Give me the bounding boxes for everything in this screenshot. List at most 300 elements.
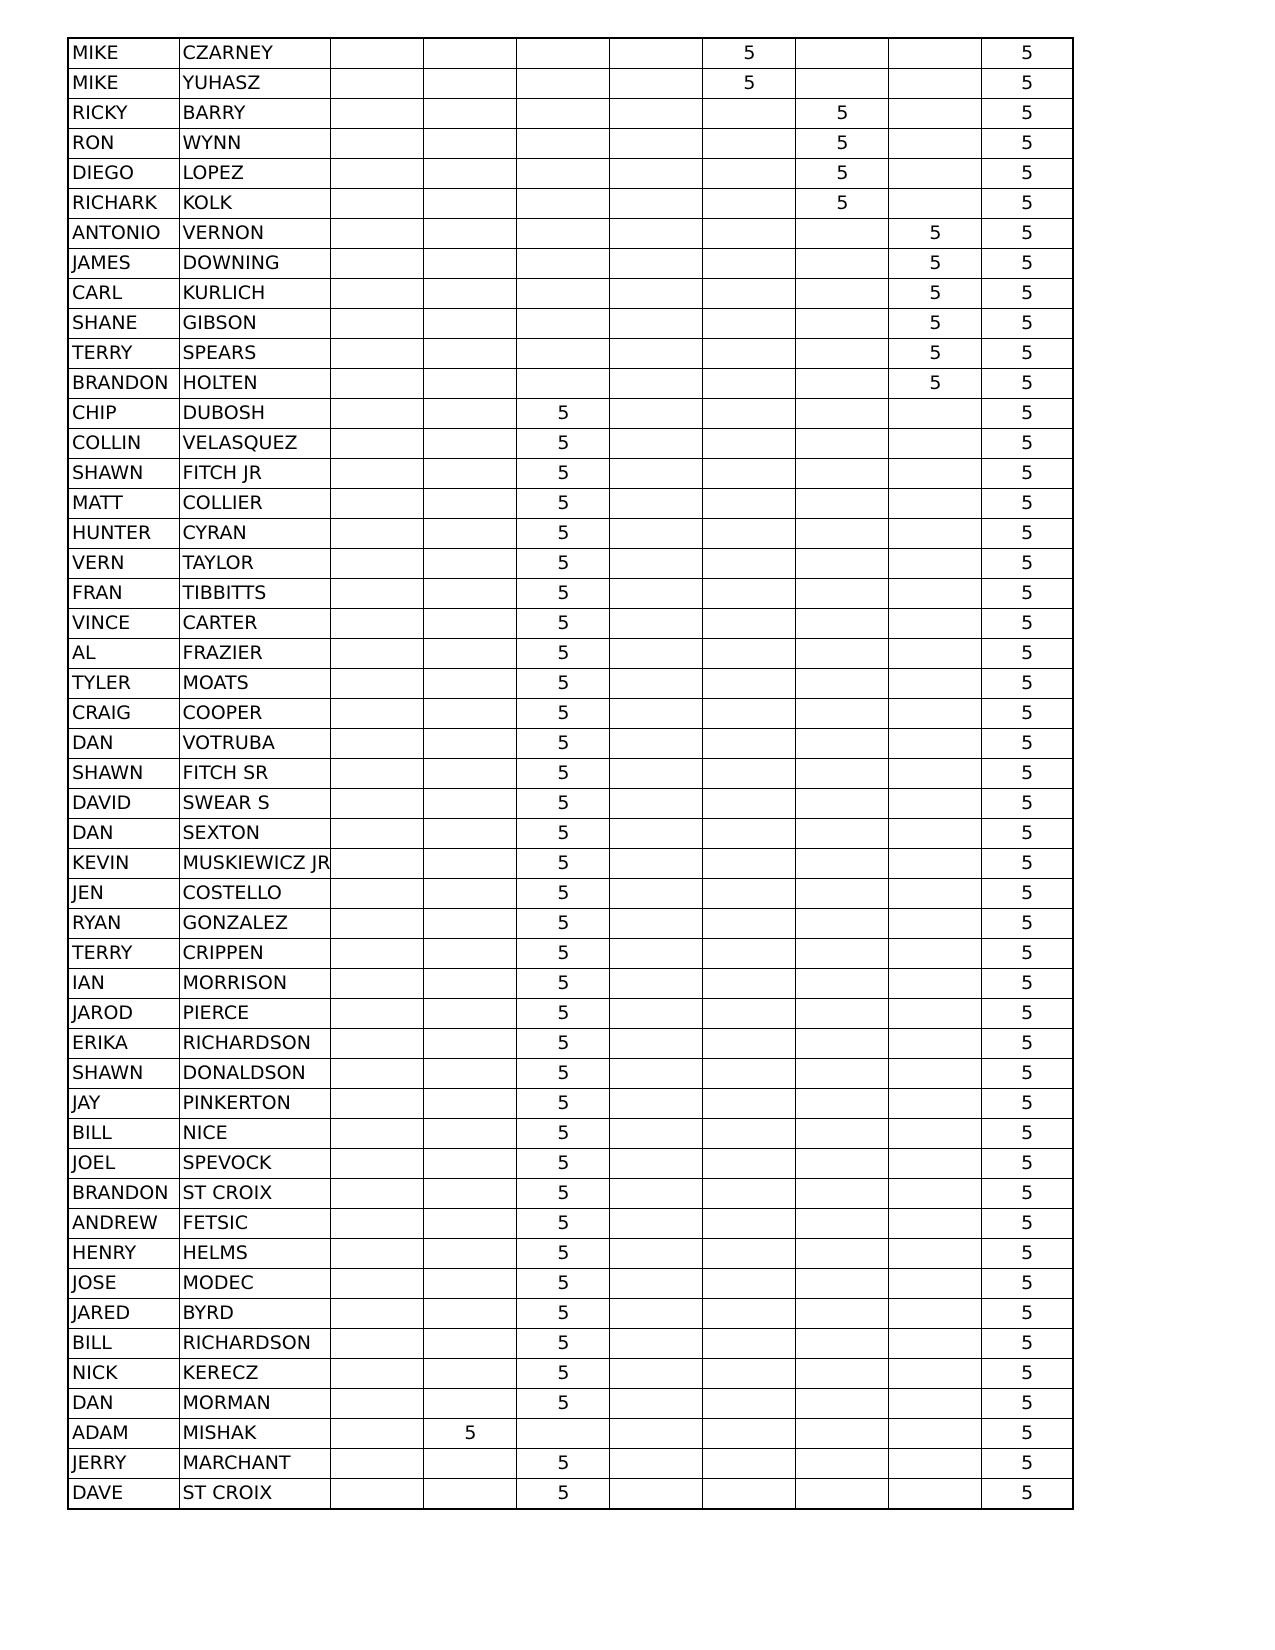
- total-cell: 5: [982, 69, 1073, 99]
- score-cell: [703, 639, 796, 669]
- table-row: [68, 1059, 1073, 1089]
- score-cell: [331, 699, 424, 729]
- table-row: [68, 1329, 1073, 1359]
- total-cell: 5: [982, 609, 1073, 639]
- score-cell: [610, 1479, 703, 1510]
- score-cell: [610, 699, 703, 729]
- first-name-cell: BRANDON: [68, 1179, 179, 1209]
- score-cell: [889, 1239, 982, 1269]
- score-cell: [331, 639, 424, 669]
- score-cell: 5: [517, 1449, 610, 1479]
- first-name-cell: JAMES: [68, 249, 179, 279]
- last-name-cell: TIBBITTS: [179, 579, 331, 609]
- last-name-cell: WYNN: [179, 129, 331, 159]
- last-name-cell: COLLIER: [179, 489, 331, 519]
- last-name-cell: BYRD: [179, 1299, 331, 1329]
- score-cell: [424, 1389, 517, 1419]
- score-cell: [331, 879, 424, 909]
- score-cell: [889, 459, 982, 489]
- first-name-cell: HENRY: [68, 1239, 179, 1269]
- last-name-cell: LOPEZ: [179, 159, 331, 189]
- score-cell: [796, 579, 889, 609]
- score-cell: [703, 459, 796, 489]
- score-cell: [331, 159, 424, 189]
- total-cell: 5: [982, 669, 1073, 699]
- score-cell: [331, 1149, 424, 1179]
- score-cell: 5: [517, 429, 610, 459]
- score-cell: 5: [517, 459, 610, 489]
- score-cell: [610, 309, 703, 339]
- total-cell: 5: [982, 819, 1073, 849]
- first-name-cell: JEN: [68, 879, 179, 909]
- table-row: [68, 129, 1073, 159]
- score-cell: [703, 1059, 796, 1089]
- score-cell: [610, 1149, 703, 1179]
- table-row: [68, 849, 1073, 879]
- score-cell: [331, 1269, 424, 1299]
- score-cell: [703, 1479, 796, 1510]
- first-name-cell: BILL: [68, 1329, 179, 1359]
- score-cell: [424, 1089, 517, 1119]
- score-cell: [331, 909, 424, 939]
- score-cell: [703, 1209, 796, 1239]
- first-name-cell: CARL: [68, 279, 179, 309]
- last-name-cell: GONZALEZ: [179, 909, 331, 939]
- score-cell: [703, 1419, 796, 1449]
- first-name-cell: MIKE: [68, 69, 179, 99]
- score-cell: [424, 369, 517, 399]
- first-name-cell: TERRY: [68, 939, 179, 969]
- score-cell: [796, 999, 889, 1029]
- total-cell: 5: [982, 189, 1073, 219]
- last-name-cell: DUBOSH: [179, 399, 331, 429]
- table-row: [68, 1359, 1073, 1389]
- score-cell: [331, 1389, 424, 1419]
- score-cell: 5: [517, 1239, 610, 1269]
- last-name-cell: MORRISON: [179, 969, 331, 999]
- score-cell: [889, 519, 982, 549]
- table-row: [68, 579, 1073, 609]
- total-cell: 5: [982, 1119, 1073, 1149]
- first-name-cell: NICK: [68, 1359, 179, 1389]
- first-name-cell: ANDREW: [68, 1209, 179, 1239]
- score-cell: 5: [517, 939, 610, 969]
- score-cell: [331, 1089, 424, 1119]
- score-cell: [703, 1389, 796, 1419]
- score-cell: [610, 219, 703, 249]
- score-cell: [796, 1299, 889, 1329]
- score-cell: [889, 38, 982, 69]
- score-cell: [796, 1059, 889, 1089]
- score-cell: [889, 669, 982, 699]
- last-name-cell: YUHASZ: [179, 69, 331, 99]
- score-cell: [889, 969, 982, 999]
- table-row: [68, 159, 1073, 189]
- score-cell: [703, 759, 796, 789]
- score-cell: [889, 789, 982, 819]
- score-cell: 5: [517, 1179, 610, 1209]
- last-name-cell: SWEAR S: [179, 789, 331, 819]
- last-name-cell: TAYLOR: [179, 549, 331, 579]
- total-cell: 5: [982, 489, 1073, 519]
- score-cell: [517, 129, 610, 159]
- first-name-cell: SHAWN: [68, 459, 179, 489]
- score-cell: 5: [517, 879, 610, 909]
- score-cell: [424, 579, 517, 609]
- score-cell: [424, 1359, 517, 1389]
- score-cell: [331, 1359, 424, 1389]
- table-row: [68, 939, 1073, 969]
- score-cell: [703, 429, 796, 459]
- score-cell: [796, 219, 889, 249]
- table-row: [68, 99, 1073, 129]
- table-row: [68, 1479, 1073, 1510]
- score-cell: [610, 849, 703, 879]
- score-cell: [703, 879, 796, 909]
- score-cell: 5: [517, 909, 610, 939]
- last-name-cell: DOWNING: [179, 249, 331, 279]
- score-cell: [424, 939, 517, 969]
- total-cell: 5: [982, 219, 1073, 249]
- score-cell: [331, 429, 424, 459]
- score-cell: [610, 279, 703, 309]
- score-cell: [610, 429, 703, 459]
- score-cell: [331, 309, 424, 339]
- score-cell: [610, 609, 703, 639]
- score-cell: [424, 669, 517, 699]
- table-row: [68, 189, 1073, 219]
- score-cell: [610, 1389, 703, 1419]
- table-row: [68, 1299, 1073, 1329]
- total-cell: 5: [982, 1329, 1073, 1359]
- first-name-cell: DIEGO: [68, 159, 179, 189]
- score-cell: [424, 219, 517, 249]
- score-cell: 5: [889, 339, 982, 369]
- score-cell: [331, 38, 424, 69]
- score-cell: [703, 609, 796, 639]
- first-name-cell: BILL: [68, 1119, 179, 1149]
- score-cell: [889, 879, 982, 909]
- score-cell: [796, 879, 889, 909]
- score-cell: [796, 969, 889, 999]
- score-cell: [889, 999, 982, 1029]
- score-cell: [331, 369, 424, 399]
- score-cell: [331, 999, 424, 1029]
- score-cell: 5: [517, 519, 610, 549]
- score-cell: [424, 129, 517, 159]
- score-cell: [331, 1449, 424, 1479]
- score-cell: [610, 159, 703, 189]
- score-cell: [796, 939, 889, 969]
- table-row: [68, 1209, 1073, 1239]
- score-cell: 5: [517, 669, 610, 699]
- total-cell: 5: [982, 339, 1073, 369]
- first-name-cell: IAN: [68, 969, 179, 999]
- score-cell: [610, 729, 703, 759]
- score-cell: [703, 669, 796, 699]
- score-cell: [796, 1359, 889, 1389]
- score-cell: [796, 1209, 889, 1239]
- last-name-cell: CRIPPEN: [179, 939, 331, 969]
- score-cell: [331, 1239, 424, 1269]
- score-cell: [424, 489, 517, 519]
- last-name-cell: MORMAN: [179, 1389, 331, 1419]
- score-cell: [796, 789, 889, 819]
- score-cell: [610, 1419, 703, 1449]
- score-cell: [517, 99, 610, 129]
- score-cell: [610, 189, 703, 219]
- last-name-cell: CYRAN: [179, 519, 331, 549]
- score-cell: [331, 789, 424, 819]
- table-row: [68, 789, 1073, 819]
- score-cell: [424, 1059, 517, 1089]
- last-name-cell: RICHARDSON: [179, 1029, 331, 1059]
- first-name-cell: MIKE: [68, 38, 179, 69]
- score-cell: [796, 279, 889, 309]
- first-name-cell: JAY: [68, 1089, 179, 1119]
- score-cell: [331, 1329, 424, 1359]
- table-row: [68, 759, 1073, 789]
- score-cell: 5: [517, 1149, 610, 1179]
- score-cell: [796, 1239, 889, 1269]
- first-name-cell: DAN: [68, 819, 179, 849]
- score-cell: [796, 1029, 889, 1059]
- table-row: [68, 69, 1073, 99]
- score-cell: [424, 1209, 517, 1239]
- score-cell: [517, 1419, 610, 1449]
- score-cell: [703, 1089, 796, 1119]
- table-row: [68, 1029, 1073, 1059]
- total-cell: 5: [982, 1419, 1073, 1449]
- score-cell: [703, 729, 796, 759]
- table-row: [68, 249, 1073, 279]
- score-cell: [331, 489, 424, 519]
- score-cell: [889, 489, 982, 519]
- score-cell: 5: [517, 999, 610, 1029]
- score-cell: [424, 99, 517, 129]
- score-cell: [703, 1149, 796, 1179]
- table-row: [68, 309, 1073, 339]
- total-cell: 5: [982, 1299, 1073, 1329]
- last-name-cell: MOATS: [179, 669, 331, 699]
- score-cell: [889, 189, 982, 219]
- total-cell: 5: [982, 909, 1073, 939]
- score-cell: [517, 309, 610, 339]
- score-cell: [424, 969, 517, 999]
- last-name-cell: VELASQUEZ: [179, 429, 331, 459]
- last-name-cell: SPEVOCK: [179, 1149, 331, 1179]
- first-name-cell: CRAIG: [68, 699, 179, 729]
- score-cell: [796, 729, 889, 759]
- total-cell: 5: [982, 1179, 1073, 1209]
- table-row: [68, 1119, 1073, 1149]
- last-name-cell: PIERCE: [179, 999, 331, 1029]
- score-cell: [424, 759, 517, 789]
- score-cell: [889, 759, 982, 789]
- last-name-cell: GIBSON: [179, 309, 331, 339]
- score-cell: [796, 759, 889, 789]
- first-name-cell: ADAM: [68, 1419, 179, 1449]
- score-cell: 5: [517, 729, 610, 759]
- first-name-cell: JAROD: [68, 999, 179, 1029]
- score-cell: [610, 1329, 703, 1359]
- score-cell: 5: [517, 849, 610, 879]
- score-cell: [517, 339, 610, 369]
- score-cell: [424, 549, 517, 579]
- last-name-cell: KOLK: [179, 189, 331, 219]
- score-cell: [796, 1479, 889, 1510]
- last-name-cell: HOLTEN: [179, 369, 331, 399]
- first-name-cell: JOEL: [68, 1149, 179, 1179]
- total-cell: 5: [982, 429, 1073, 459]
- score-cell: [703, 699, 796, 729]
- first-name-cell: KEVIN: [68, 849, 179, 879]
- score-cell: [610, 1359, 703, 1389]
- last-name-cell: MUSKIEWICZ JR: [179, 849, 331, 879]
- score-cell: [424, 1269, 517, 1299]
- score-cell: [517, 189, 610, 219]
- table-row: [68, 819, 1073, 849]
- first-name-cell: TYLER: [68, 669, 179, 699]
- score-cell: 5: [703, 69, 796, 99]
- score-cell: [703, 219, 796, 249]
- first-name-cell: MATT: [68, 489, 179, 519]
- first-name-cell: SHAWN: [68, 759, 179, 789]
- score-cell: [331, 819, 424, 849]
- total-cell: 5: [982, 1239, 1073, 1269]
- score-cell: [610, 99, 703, 129]
- score-cell: 5: [517, 639, 610, 669]
- score-cell: [796, 38, 889, 69]
- score-cell: 5: [517, 819, 610, 849]
- score-cell: [424, 249, 517, 279]
- score-cell: [889, 1419, 982, 1449]
- score-cell: [331, 1479, 424, 1510]
- score-cell: [424, 639, 517, 669]
- score-cell: [331, 579, 424, 609]
- score-cell: [703, 519, 796, 549]
- table-row: [68, 639, 1073, 669]
- total-cell: 5: [982, 1089, 1073, 1119]
- last-name-cell: KERECZ: [179, 1359, 331, 1389]
- score-cell: [610, 1029, 703, 1059]
- score-cell: [424, 999, 517, 1029]
- score-cell: [889, 909, 982, 939]
- score-cell: [703, 99, 796, 129]
- score-cell: [703, 1359, 796, 1389]
- score-cell: [703, 1299, 796, 1329]
- last-name-cell: VOTRUBA: [179, 729, 331, 759]
- score-cell: [610, 789, 703, 819]
- score-cell: [796, 819, 889, 849]
- total-cell: 5: [982, 369, 1073, 399]
- score-cell: [331, 99, 424, 129]
- total-cell: 5: [982, 519, 1073, 549]
- table-row: [68, 489, 1073, 519]
- score-cell: [331, 849, 424, 879]
- last-name-cell: VERNON: [179, 219, 331, 249]
- score-cell: [610, 1209, 703, 1239]
- score-cell: [331, 1029, 424, 1059]
- total-cell: 5: [982, 1389, 1073, 1419]
- score-cell: [889, 429, 982, 459]
- last-name-cell: SPEARS: [179, 339, 331, 369]
- score-cell: [610, 669, 703, 699]
- last-name-cell: MARCHANT: [179, 1449, 331, 1479]
- score-cell: [889, 1299, 982, 1329]
- score-cell: 5: [517, 969, 610, 999]
- total-cell: 5: [982, 1449, 1073, 1479]
- first-name-cell: RON: [68, 129, 179, 159]
- score-cell: [889, 1449, 982, 1479]
- score-cell: [889, 1209, 982, 1239]
- score-cell: [889, 1179, 982, 1209]
- table-row: [68, 609, 1073, 639]
- score-cell: [889, 699, 982, 729]
- first-name-cell: FRAN: [68, 579, 179, 609]
- score-cell: [331, 609, 424, 639]
- score-cell: [331, 1209, 424, 1239]
- score-cell: [889, 1089, 982, 1119]
- score-cell: [703, 909, 796, 939]
- table-row: [68, 1149, 1073, 1179]
- first-name-cell: DAVE: [68, 1479, 179, 1510]
- score-cell: [424, 729, 517, 759]
- total-cell: 5: [982, 639, 1073, 669]
- score-cell: [331, 1419, 424, 1449]
- first-name-cell: HUNTER: [68, 519, 179, 549]
- score-cell: [424, 159, 517, 189]
- last-name-cell: CZARNEY: [179, 38, 331, 69]
- score-cell: [796, 399, 889, 429]
- table-row: [68, 38, 1073, 69]
- score-cell: [610, 38, 703, 69]
- score-cell: [424, 1449, 517, 1479]
- score-cell: 5: [889, 249, 982, 279]
- score-cell: [424, 38, 517, 69]
- score-cell: [610, 639, 703, 669]
- score-cell: [517, 159, 610, 189]
- table-row: [68, 729, 1073, 759]
- first-name-cell: AL: [68, 639, 179, 669]
- total-cell: 5: [982, 759, 1073, 789]
- first-name-cell: TERRY: [68, 339, 179, 369]
- score-cell: [610, 489, 703, 519]
- score-cell: [424, 189, 517, 219]
- last-name-cell: FITCH SR: [179, 759, 331, 789]
- first-name-cell: RICHARK: [68, 189, 179, 219]
- score-cell: [610, 459, 703, 489]
- last-name-cell: COSTELLO: [179, 879, 331, 909]
- score-cell: [331, 399, 424, 429]
- total-cell: 5: [982, 309, 1073, 339]
- score-cell: 5: [517, 1389, 610, 1419]
- score-cell: [331, 759, 424, 789]
- score-cell: [610, 249, 703, 279]
- score-cell: [610, 1089, 703, 1119]
- score-cell: [610, 879, 703, 909]
- first-name-cell: DAN: [68, 729, 179, 759]
- score-cell: 5: [517, 549, 610, 579]
- score-cell: [424, 1239, 517, 1269]
- score-cell: 5: [517, 1299, 610, 1329]
- last-name-cell: PINKERTON: [179, 1089, 331, 1119]
- table-row: [68, 879, 1073, 909]
- table-row: [68, 1239, 1073, 1269]
- table-row: [68, 1449, 1073, 1479]
- score-cell: [703, 789, 796, 819]
- score-cell: [703, 1239, 796, 1269]
